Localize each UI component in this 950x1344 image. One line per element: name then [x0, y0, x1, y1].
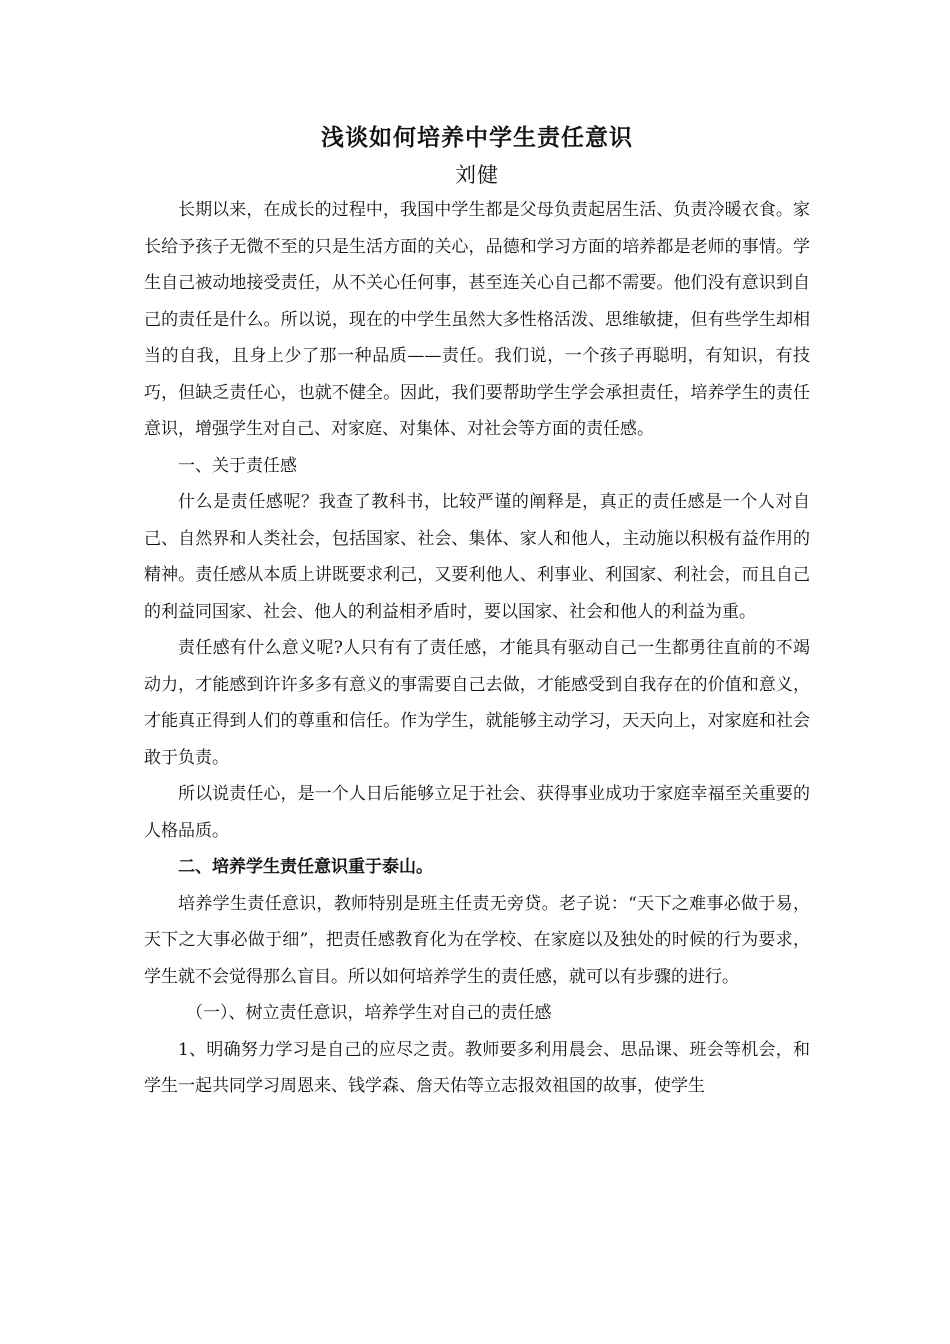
paragraph-teacher-role: 培养学生责任意识，教师特别是班主任责无旁贷。老子说：“天下之难事必做于易，天下之大事必做于细”，把责任感教育化为在学校、在家庭以及独处的时候的行为要求，学生就不会觉得那么盲目。所以如何培养学生的责任感，就可以有步骤的进行。	[144, 893, 810, 987]
paragraph-conclusion: 所以说责任心，是一个人日后能够立足于社会、获得事业成功于家庭幸福至关重要的人格品质。	[144, 784, 810, 841]
section-heading-2: 二、培养学生责任意识重于泰山。	[178, 857, 433, 877]
section-heading-1: 一、关于责任感	[178, 455, 297, 476]
paragraph-definition: 什么是责任感呢？我查了教科书，比较严谨的阐释是，真正的责任感是一个人对自己、自然界和人类社会，包括国家、社会、集体、家人和他人，主动施以积极有益作用的精神。责任感从本质上讲既要求利己，又要利他人、利事业、利国家、利社会，而且自己的利益同国家、社会、他人的利益相矛盾时，要以国家、社会和他人的利益为重。	[144, 492, 810, 622]
paragraph-intro: 长期以来，在成长的过程中，我国中学生都是父母负责起居生活、负责冷暖衣食。家长给予孩子无微不至的只是生活方面的关心，品德和学习方面的培养都是老师的事情。学生自己被动地接受责任，从不关心任何事，甚至连关心自己都不需要。他们没有意识到自己的责任是什么。所以说，现在的中学生虽然大多性格活泼、思维敏捷，但有些学生却相当的自我，且身上少了那一种品质——责任。我们说，一个孩子再聪明，有知识，有技巧，但缺乏责任心，也就不健全。因此，我们要帮助学生学会承担责任，培养学生的责任意识，增强学生对自己、对家庭、对集体、对社会等方面的责任感。	[144, 200, 810, 439]
paragraph-significance: 责任感有什么意义呢?人只有有了责任感，才能具有驱动自己一生都勇往直前的不竭动力，才能感到许许多多有意义的事需要自己去做，才能感受到自我存在的价值和意义，才能真正得到人们的尊重和信任。作为学生，就能够主动学习，天天向上，对家庭和社会敢于负责。	[144, 638, 810, 768]
paragraph-point-1: 1、明确努力学习是自己的应尽之责。教师要多利用晨会、思品课、班会等机会，和学生一起共同学习周恩来、钱学森、詹天佑等立志报效祖国的故事，使学生	[144, 1039, 810, 1096]
subsection-heading-1: （一）、树立责任意识，培养学生对自己的责任感	[186, 1003, 552, 1023]
document-page	[144, 118, 810, 1105]
document-author: 刘健	[455, 163, 499, 187]
document-title: 浅谈如何培养中学生责任意识	[321, 125, 633, 151]
